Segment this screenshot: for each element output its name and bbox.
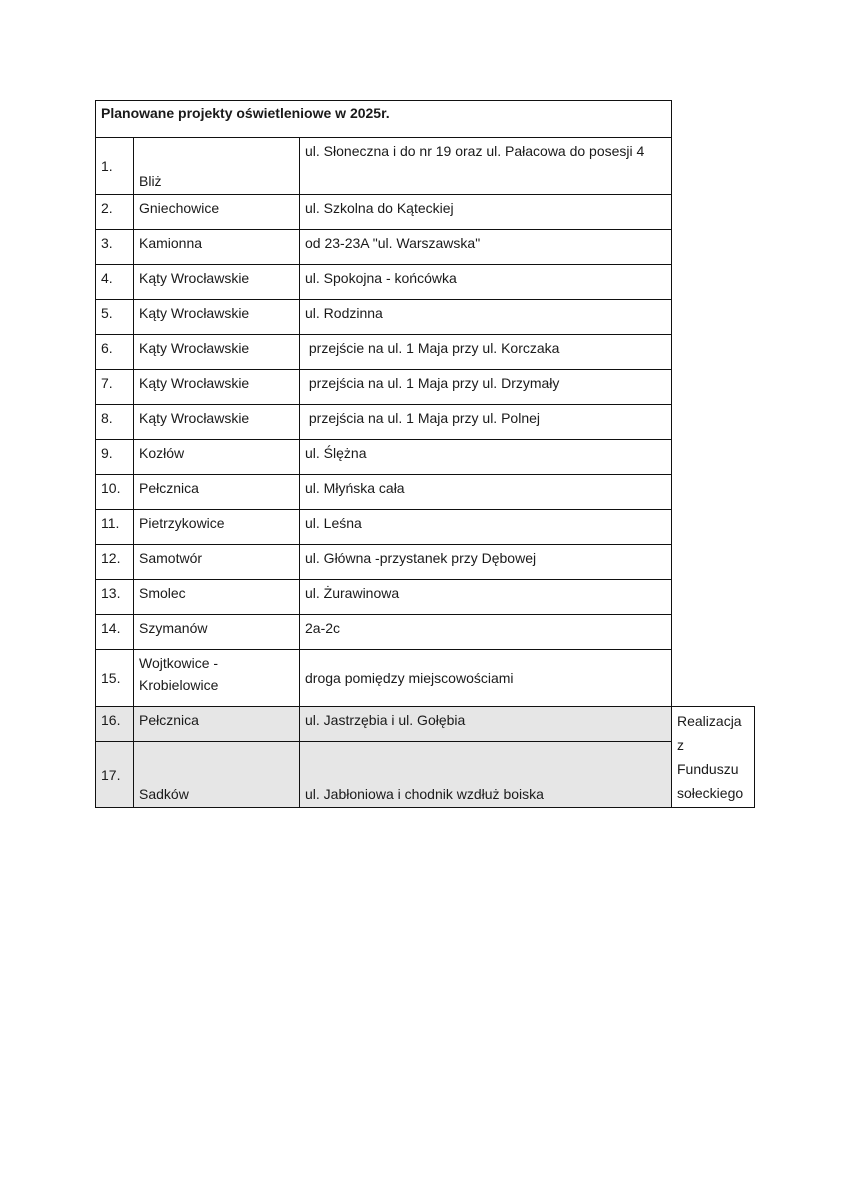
row-place: Kąty Wrocławskie [134,300,300,335]
row-street: ul. Jastrzębia i ul. Gołębia [300,707,672,742]
row-street: przejście na ul. 1 Maja przy ul. Korczaka [300,335,672,370]
table-row [96,580,755,615]
row-number: 17. [96,742,134,808]
row-number: 9. [96,440,134,475]
table-row-shaded [96,707,755,742]
row-place: Pietrzykowice [134,510,300,545]
row-street: ul. Żurawinowa [300,580,672,615]
table-row [96,475,755,510]
table-row [96,510,755,545]
table-row [96,615,755,650]
row-street: ul. Główna -przystanek przy Dębowej [300,545,672,580]
row-number: 12. [96,545,134,580]
table-row [96,300,755,335]
row-number: 5. [96,300,134,335]
row-street: 2a-2c [300,615,672,650]
row-number: 7. [96,370,134,405]
table-row [96,545,755,580]
table-row-shaded [96,742,755,808]
table-row [96,650,755,707]
row-number: 10. [96,475,134,510]
row-place: Kąty Wrocławskie [134,370,300,405]
row-place: Kąty Wrocławskie [134,265,300,300]
row-street: droga pomiędzy miejscowościami [300,650,672,707]
row-street: ul. Jabłoniowa i chodnik wzdłuż boiska [300,742,672,808]
table-row [96,195,755,230]
row-number: 1. [96,138,134,195]
row-street: ul. Rodzinna [300,300,672,335]
table-row [96,440,755,475]
row-place: Kamionna [134,230,300,265]
table-row [96,335,755,370]
row-number: 2. [96,195,134,230]
row-street: przejścia na ul. 1 Maja przy ul. Polnej [300,405,672,440]
row-street: od 23-23A "ul. Warszawska" [300,230,672,265]
row-place: Gniechowice [134,195,300,230]
row-place: Kąty Wrocławskie [134,405,300,440]
row-number: 14. [96,615,134,650]
row-number: 3. [96,230,134,265]
row-place: Samotwór [134,545,300,580]
funding-note: Realizacja z Funduszu sołeckiego [672,707,755,808]
table-row [96,138,755,195]
table-row [96,370,755,405]
row-street: ul. Spokojna - końcówka [300,265,672,300]
table-title: Planowane projekty oświetleniowe w 2025r. [96,101,672,138]
table-title-row [96,101,755,138]
table-row [96,405,755,440]
row-number: 6. [96,335,134,370]
row-place: Wojtkowice - Krobielowice [134,650,300,707]
row-number: 8. [96,405,134,440]
row-street: ul. Leśna [300,510,672,545]
row-number: 15. [96,650,134,707]
row-place: Bliż [134,138,300,195]
row-street: ul. Młyńska cała [300,475,672,510]
row-place: Kąty Wrocławskie [134,335,300,370]
row-place: Pełcznica [134,475,300,510]
row-street: ul. Ślężna [300,440,672,475]
row-street: ul. Słoneczna i do nr 19 oraz ul. Pałacowa do posesji 4 [300,138,672,195]
row-place: Kozłów [134,440,300,475]
row-number: 11. [96,510,134,545]
row-place: Pełcznica [134,707,300,742]
row-street: ul. Szkolna do Kąteckiej [300,195,672,230]
table-row [96,265,755,300]
table-row [96,230,755,265]
row-place: Smolec [134,580,300,615]
row-street: przejścia na ul. 1 Maja przy ul. Drzymały [300,370,672,405]
lighting-projects-table [95,100,755,808]
row-place: Sadków [134,742,300,808]
row-number: 4. [96,265,134,300]
row-number: 13. [96,580,134,615]
row-number: 16. [96,707,134,742]
row-place: Szymanów [134,615,300,650]
